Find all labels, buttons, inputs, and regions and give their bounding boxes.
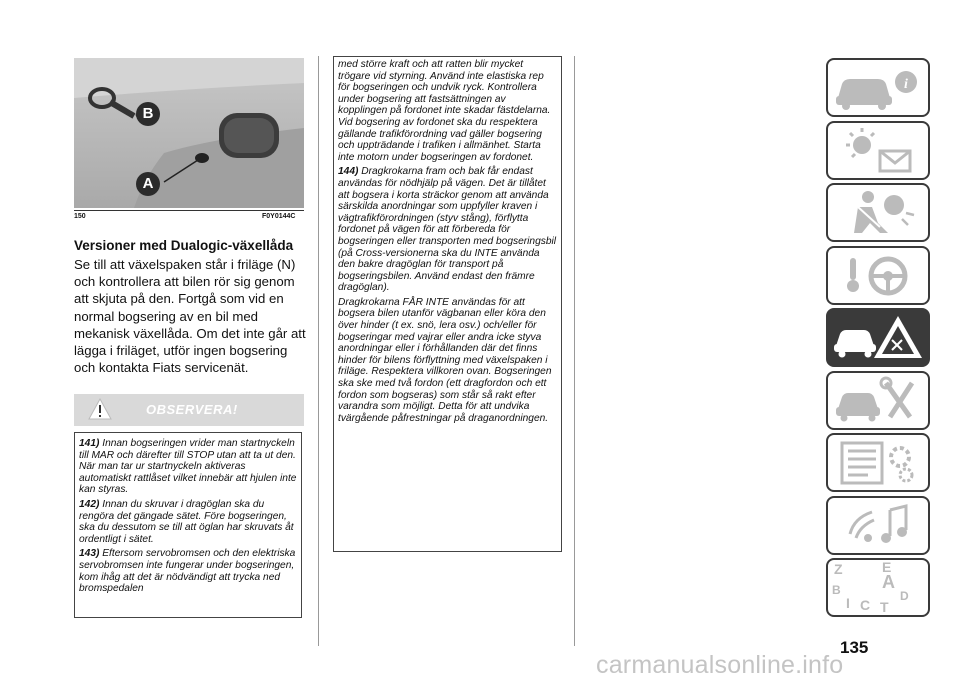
section-title: Versioner med Dualogic-växellåda xyxy=(74,238,294,253)
index-icon xyxy=(828,560,928,615)
towing-hook-figure xyxy=(74,58,304,208)
safety-airbag-icon xyxy=(828,185,928,240)
note-item xyxy=(79,499,297,545)
continued-text: med större kraft och att ratten blir mycket trögare vid styrning. Använd inte elastiska rep för bogseringen och undvik ryck. Kontrollera under bogsering att fastsättningen av kopplingen på fordonet inte skadar fästdelarna. Vid bogsering av fordonet ska du respektera gällande trafikförordning vad gäller bogsering och uppträdande i trafiken i allmänhet. Starta inte motorn under bogseringen av fordonet. xyxy=(338,59,551,163)
tab-starting-driving[interactable] xyxy=(826,246,930,305)
svg-text:D: D xyxy=(900,589,909,603)
column-divider xyxy=(318,56,319,646)
figure-caption-rule xyxy=(74,210,304,211)
note-item-number: 141) xyxy=(79,438,100,449)
tab-knowing-car[interactable] xyxy=(826,58,930,117)
note-box xyxy=(74,432,302,618)
warning-triangle-icon xyxy=(88,398,112,420)
tab-warning-lights[interactable] xyxy=(826,121,930,180)
svg-text:T: T xyxy=(880,599,889,615)
note-item-text: Innan du skruvar i dragöglan ska du rengöra det gängade sätet. Före bogseringen, ska du dessutom se till att öglan har skruvats åt ordentligt i sätet. xyxy=(79,498,294,545)
note-item-number: 142) xyxy=(79,498,100,510)
column-divider xyxy=(574,56,575,646)
note-item xyxy=(79,438,297,496)
note-paragraph: Dragkrokarna FÅR INTE användas för att bogsera bilen utanför vägbanan eller köra den över hinder (t ex. snö, lera osv.) och/eller för bogseringar med vajrar eller andra icke styva anordningar eller i förhållanden där det finns hinder för bilens förflyttning med växelspaken i friläge. Respektera villkoren ovan. Bogseringen ska ske med två fordon (ett dragfordon och ett fordon som bogseras) som står så rakt efter varandra som möjligt. Detta för att undvika tvärgående påfrestningar på draganordningen. xyxy=(338,296,552,424)
note-item-text: Dragkrokarna fram och bak får endast användas för nödhjälp på vägen. Det är tillåtet att bogsera i korta sträckor genom att använda särskilda anordningar som uppfyller kraven i vägtrafikförordningen (styv stång), förflytta fordonet på vägen för att förbereda för bogseringen eller transporten med bogseringsbil (på Cross-versionerna ska du INTE använda den bakre dragöglan för transport på bogseringsbilen. Använd endast den främre dragöglan). xyxy=(338,166,557,294)
starting-driving-icon xyxy=(828,248,928,303)
section-body: Se till att växelspaken står i friläge (N) och kontrollera att bilen rör sig genom att skjuta på den. Fortgå som vid en normal bogsering av en bil med mekanisk växellåda. Om det inte går att lägga i friläget, utför ingen bogsering och kontakta Fiats servicenät. xyxy=(74,257,306,376)
tab-index[interactable] xyxy=(826,558,930,617)
chapter-tabs xyxy=(826,58,930,621)
figure-code: F0Y0144C xyxy=(262,213,296,220)
car-info-icon xyxy=(828,60,928,115)
note-header xyxy=(74,394,304,426)
tab-emergency[interactable] xyxy=(826,308,930,367)
note-item-number: 144) xyxy=(338,166,359,178)
label-b-badge xyxy=(136,102,160,126)
label-a: A xyxy=(142,175,154,192)
right-column-box xyxy=(333,56,562,552)
note-item-text: Innan bogseringen vrider man startnyckeln till MAR och därefter till STOP utan att ta ut den. När man tar ur startnyckeln aktiveras automatiskt rattlåset vilket innebär att hjulen inte kan styras. xyxy=(79,438,297,496)
figure-number: 150 xyxy=(74,213,86,220)
svg-text:i: i xyxy=(904,77,908,92)
svg-text:B: B xyxy=(832,583,841,597)
note-item-number: 143) xyxy=(79,548,100,560)
tab-maintenance[interactable] xyxy=(826,371,930,430)
note-item xyxy=(79,548,297,594)
svg-text:E: E xyxy=(882,560,892,575)
label-b: B xyxy=(142,105,154,122)
svg-text:I: I xyxy=(846,595,850,611)
maintenance-icon xyxy=(828,373,928,428)
tab-safety[interactable] xyxy=(826,183,930,242)
warning-lights-icon xyxy=(828,123,928,178)
svg-text:A: A xyxy=(882,572,895,592)
svg-text:Z: Z xyxy=(834,561,843,577)
technical-data-icon xyxy=(828,435,928,490)
multimedia-icon xyxy=(828,498,928,553)
note-title: OBSERVERA! xyxy=(146,402,238,417)
tab-technical-data[interactable] xyxy=(826,433,930,492)
emergency-icon xyxy=(828,310,928,365)
tab-multimedia[interactable] xyxy=(826,496,930,555)
watermark: carmanualsonline.info xyxy=(596,651,844,679)
svg-text:C: C xyxy=(860,597,871,613)
note-item-text: Eftersom servobromsen och den elektriska servobromsen inte fungerar under bogseringen, kom ihåg att det är nödvändigt att trycka ned bromspedalen xyxy=(79,548,296,595)
page-number: 135 xyxy=(840,638,869,657)
note-item xyxy=(338,166,557,294)
label-a-badge xyxy=(136,172,160,196)
